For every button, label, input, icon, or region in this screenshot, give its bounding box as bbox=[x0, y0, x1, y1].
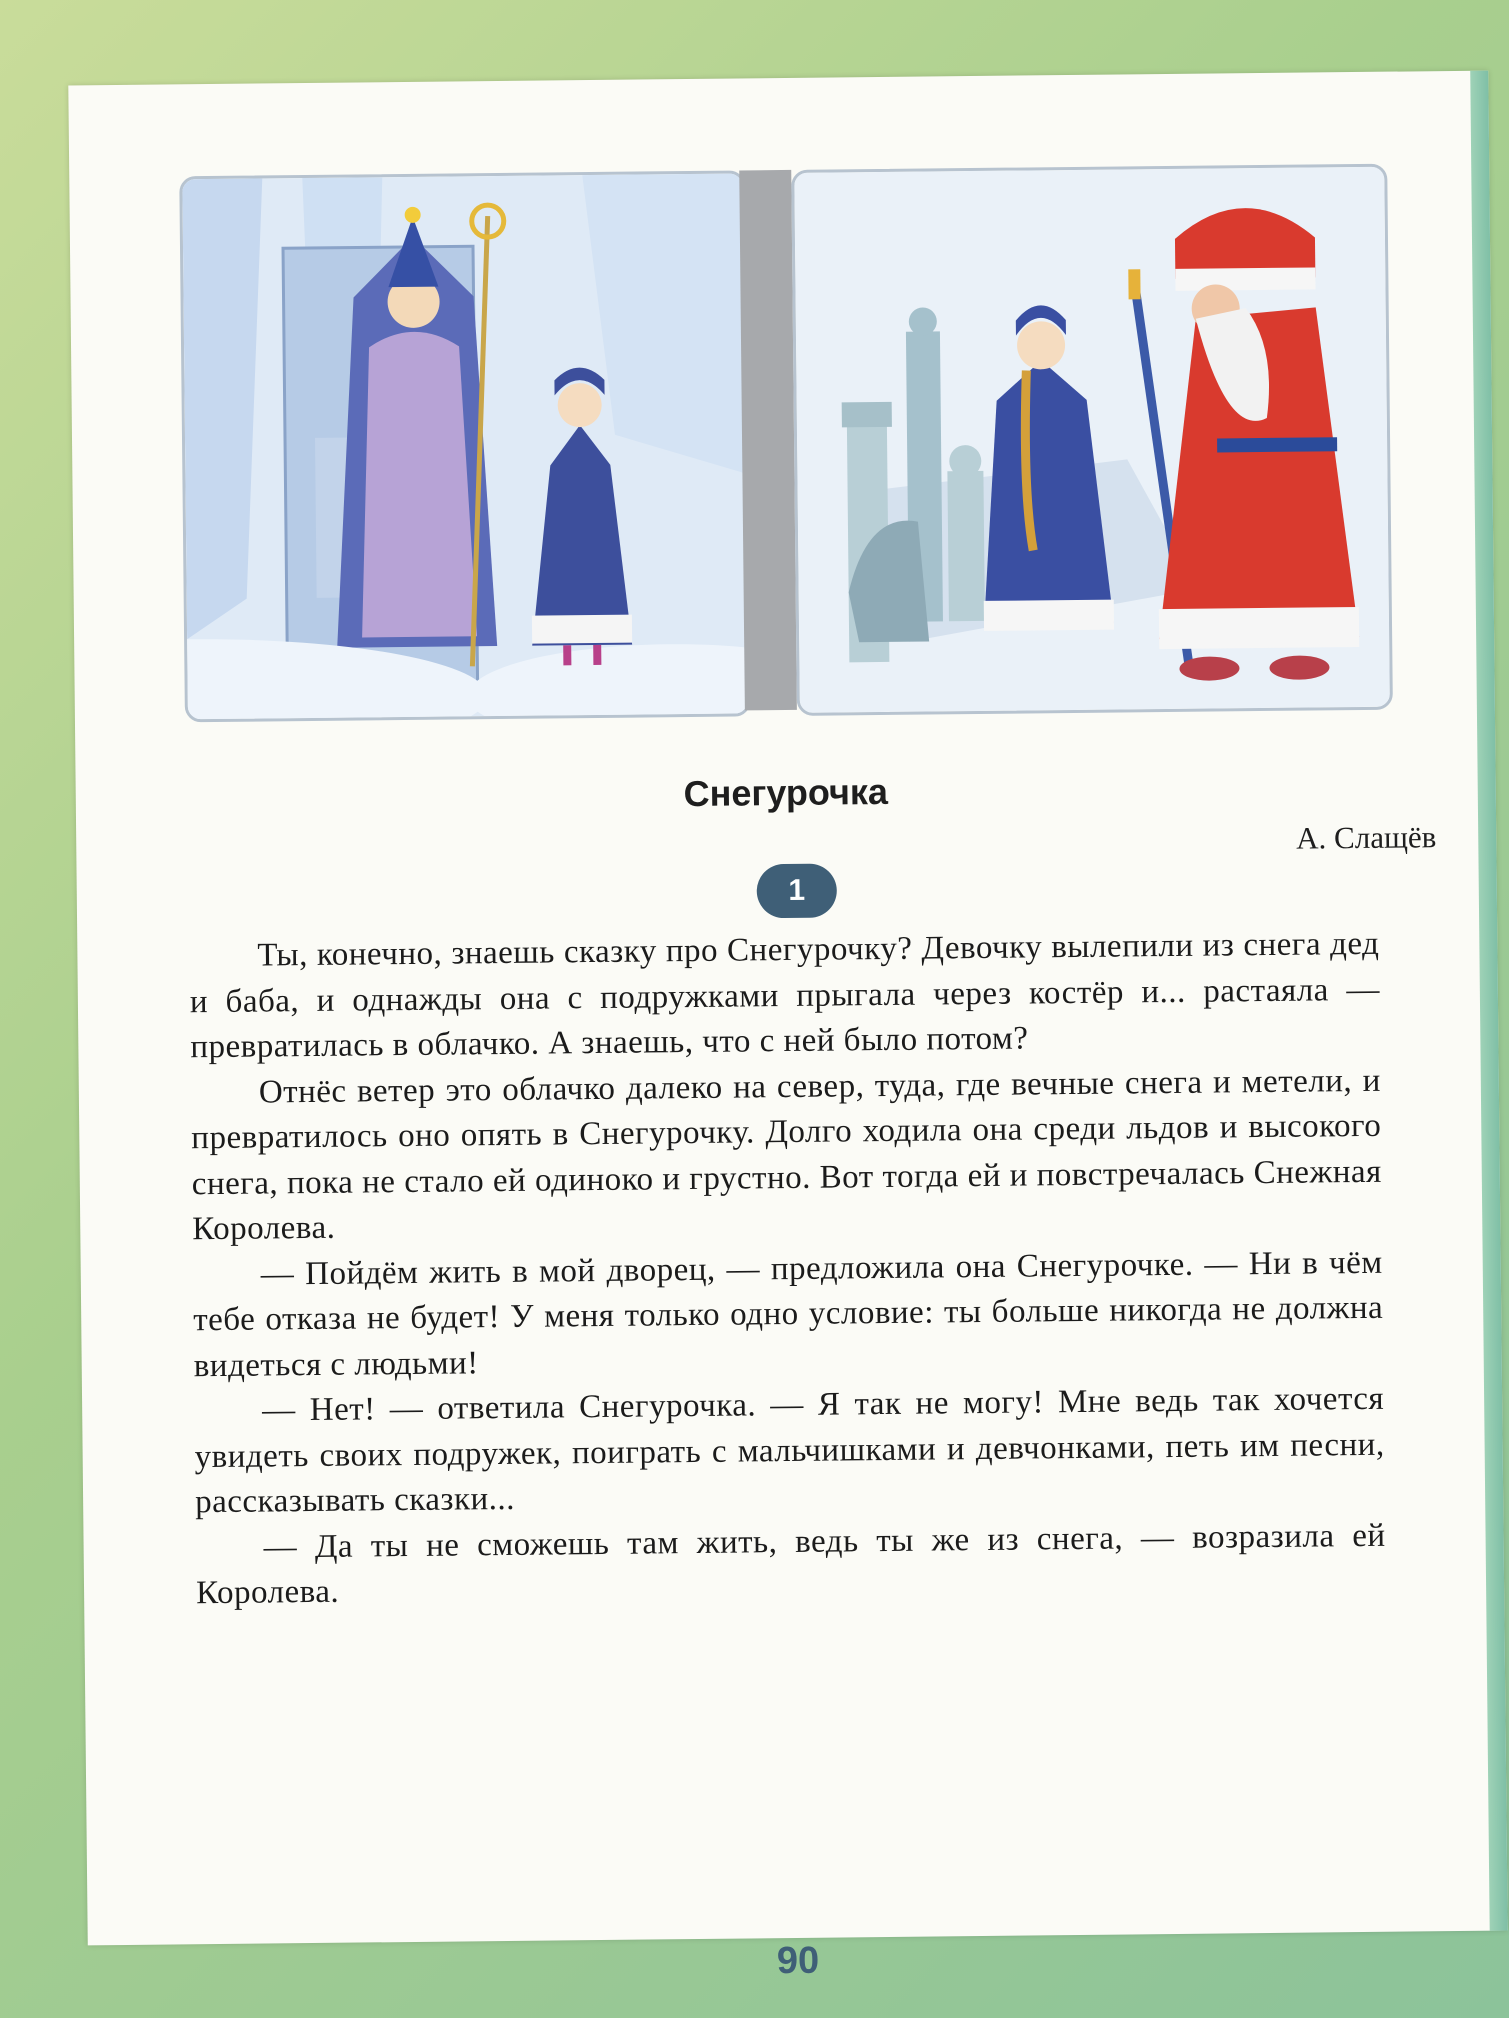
snow-queen-and-snegurochka-icon bbox=[182, 173, 748, 719]
paragraph: Ты, конечно, знаешь сказку про Снегурочку? Девочку вылепили из снега дед и баба, и однажды она с подружками прыгала через костёр и... растаяла — превратилась в облачко. А знаешь, что с ней было потом? bbox=[189, 925, 1381, 1066]
story-text bbox=[189, 922, 1386, 1617]
snow-queen-illustration bbox=[179, 170, 751, 722]
story-title: Снегурочка bbox=[683, 770, 889, 815]
paragraph: — Пойдём жить в мой дворец, — предложила она Снегурочке. — Ни в чём тебе отказа не будет! У меня только одно условие: ты больше никогда не должна видеться с людьми! bbox=[193, 1244, 1384, 1384]
paragraph: — Да ты не сможешь там жить, ведь ты же из снега, — возразила ей Королева. bbox=[195, 1517, 1386, 1612]
book-page bbox=[68, 71, 1507, 1983]
ded-moroz-and-snegurochka-icon bbox=[794, 167, 1390, 713]
paragraph: Отнёс ветер это облачко далеко на север, туда, где вечные снега и метели, и превратилось оно опять в Снегурочку. Долго ходила она среди льдов и высокого снега, пока не стало ей одиноко и грустно. Вот тогда ей и повстречалась Снежная Королева. bbox=[191, 1062, 1382, 1248]
ded-moroz-illustration bbox=[791, 164, 1393, 716]
page-number: 90 bbox=[776, 1939, 820, 1983]
illustration-divider bbox=[739, 170, 797, 711]
paragraph: — Нет! — ответила Снегурочка. — Я так не могу! Мне ведь так хочется увидеть своих подружек, поиграть с мальчишками и девчонками, петь им песни, рассказывать сказки... bbox=[194, 1380, 1385, 1521]
author-name: А. Слащёв bbox=[1296, 819, 1437, 856]
chapter-badge: 1 bbox=[756, 863, 837, 918]
next-page-edge bbox=[1470, 71, 1507, 1931]
